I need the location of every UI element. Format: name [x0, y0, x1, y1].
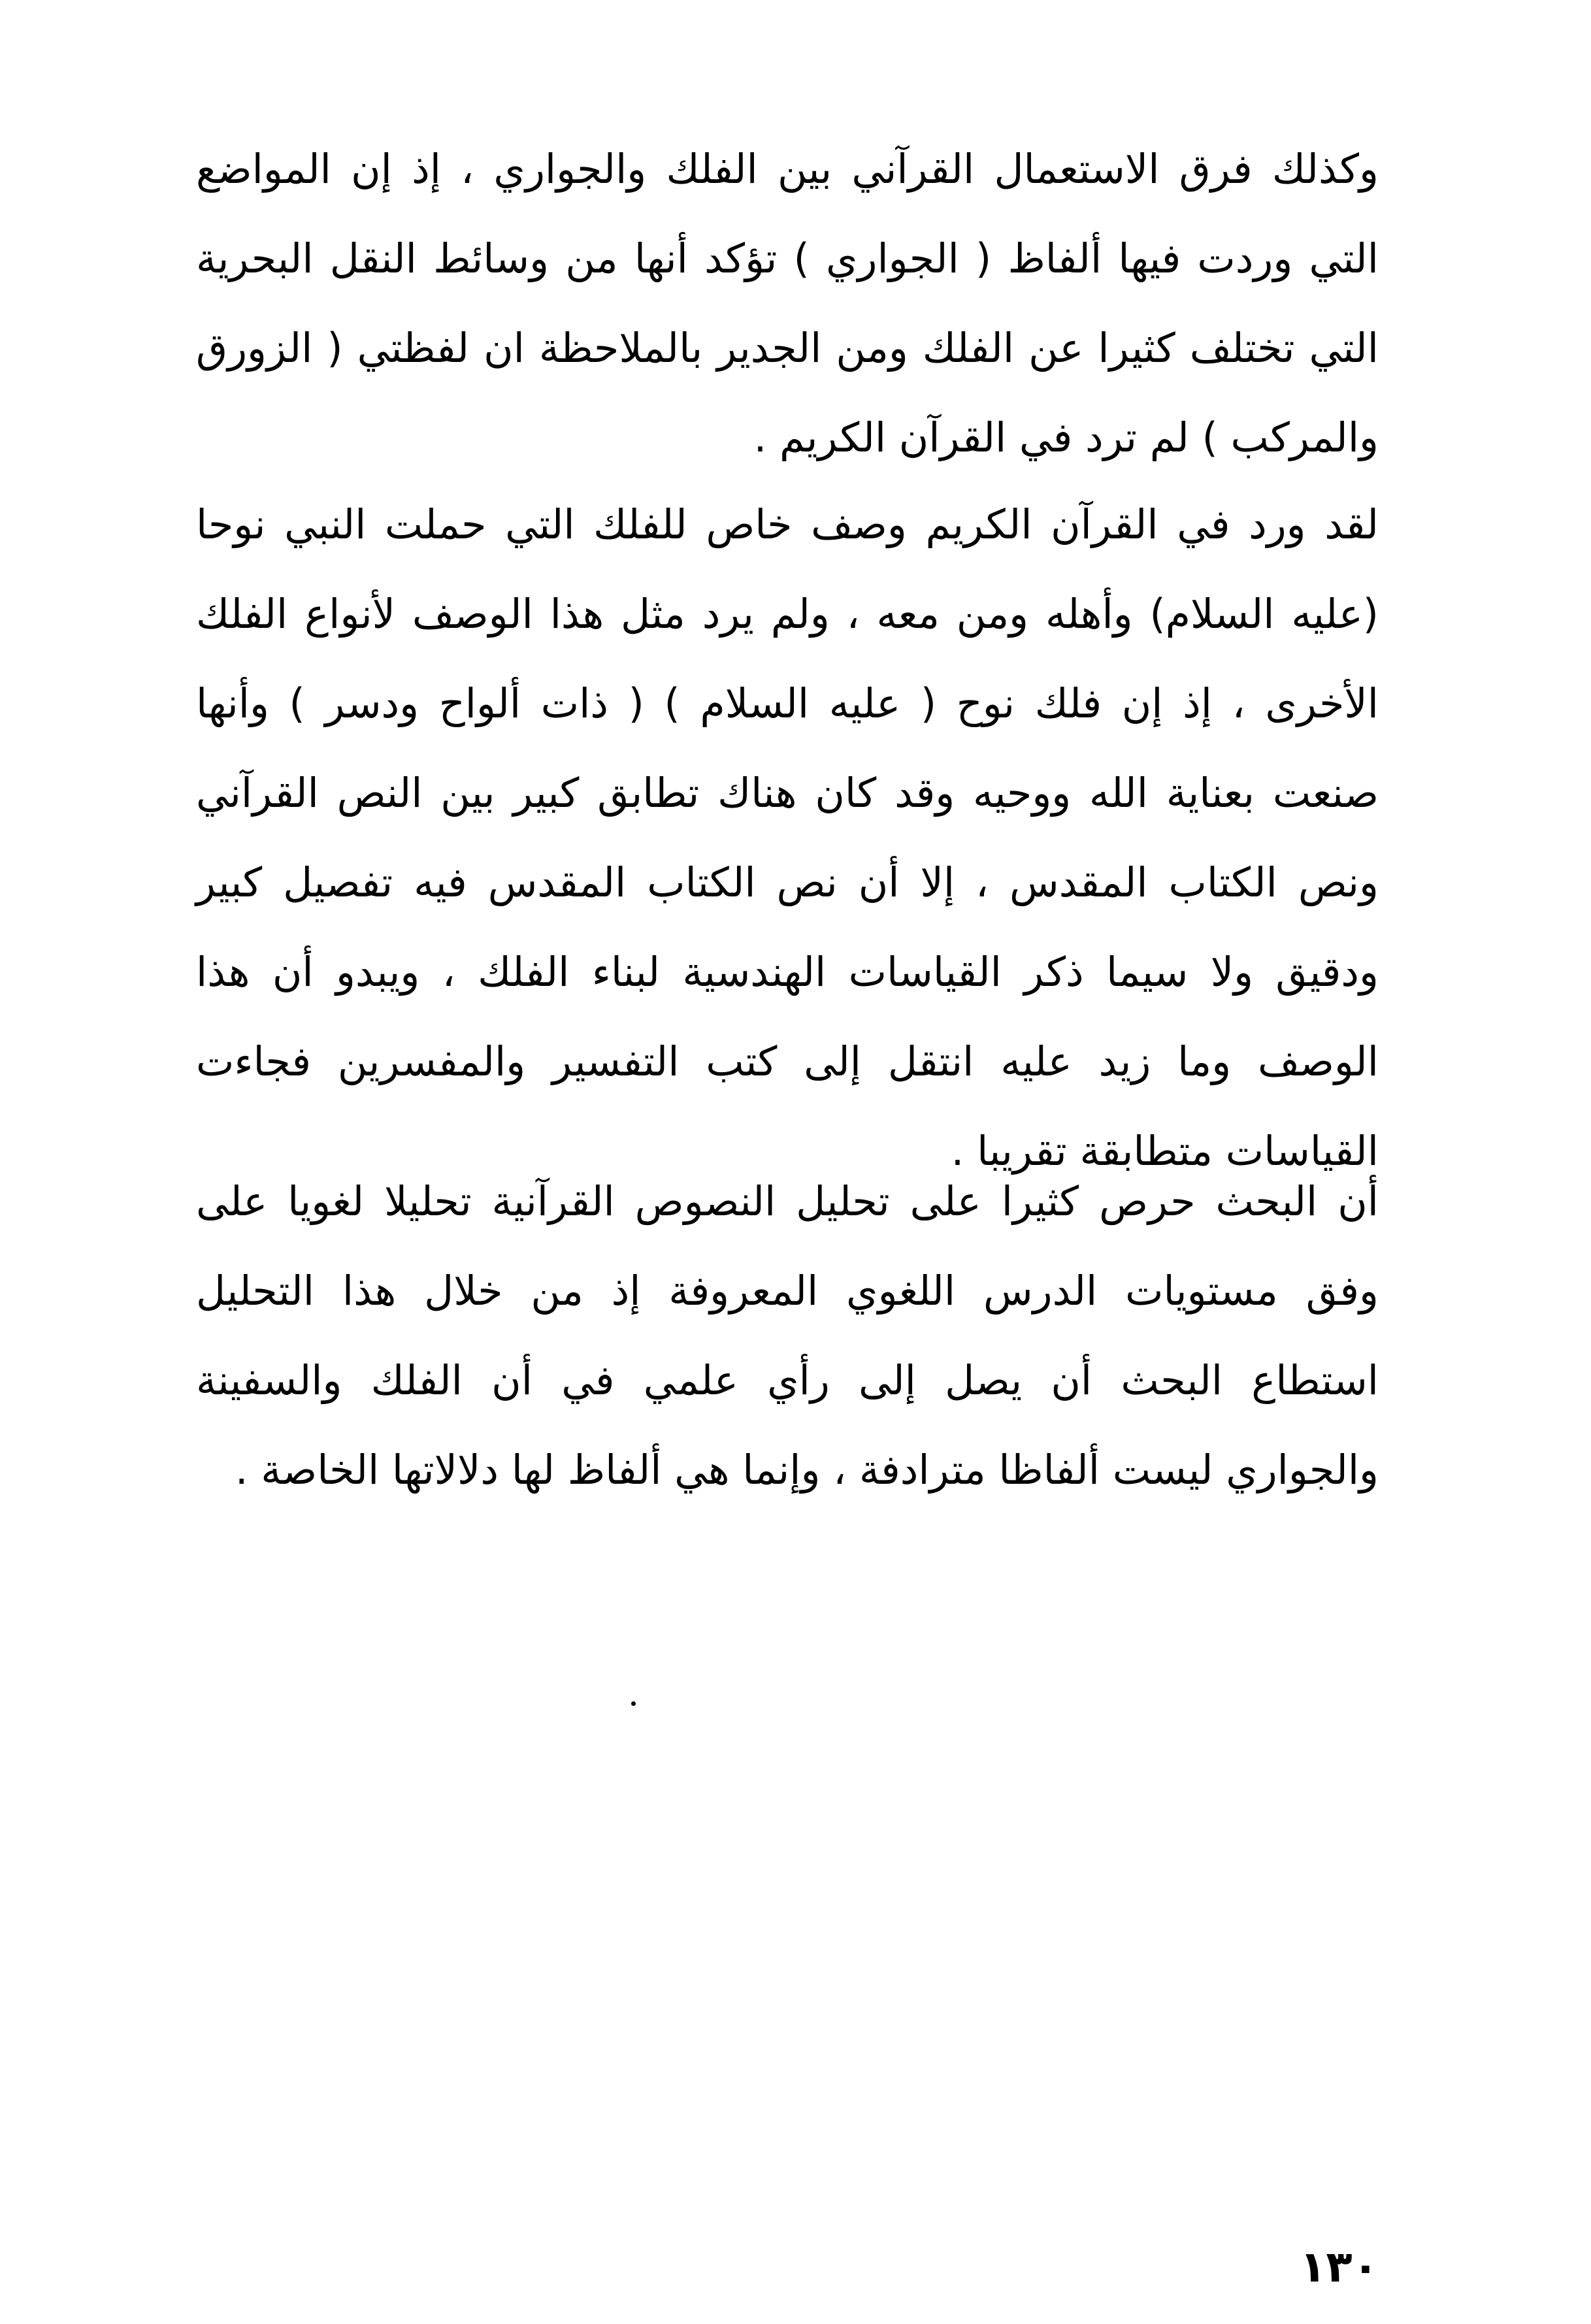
paragraph-falak-jawari: وكذلك فرق الاستعمال القرآني بين الفلك والجواري ، إذ إن المواضع التي وردت فيها ألفاظ ( الجواري ) تؤكد أنها من وسائط النقل البحرية التي تختلف كثيرا عن الفلك ومن الجدير بالملاحظة ان لفظتي ( الزورق والمركب ) لم ترد في القرآن الكريم . — [196, 145, 1379, 461]
page-number: ١٣٠ — [1300, 2242, 1379, 2292]
paragraph-conclusion: أن البحث حرص كثيرا على تحليل النصوص القرآنية تحليلا لغويا على وفق مستويات الدرس اللغوي المعروفة إذ من خلال هذا التحليل استطاع البحث أن يصل إلى رأي علمي في أن الفلك والسفينة والجواري ليست ألفاظا مترادفة ، وإنما هي ألفاظ لها دلالاتها الخاصة . — [196, 1177, 1379, 1494]
stray-dot-mark — [631, 1701, 636, 1706]
paragraph-noah-ark: لقد ورد في القرآن الكريم وصف خاص للفلك التي حملت النبي نوحا (عليه السلام) وأهله ومن معه ، ولم يرد مثل هذا الوصف لأنواع الفلك الأخرى ، إذ إن فلك نوح ( عليه السلام ) ( ذات ألواح ودسر ) وأنها صنعت بعناية الله ووحيه وقد كان هناك تطابق كبير بين النص القرآني ونص الكتاب المقدس ، إلا أن نص الكتاب المقدس فيه تفصيل كبير ودقيق ولا سيما ذكر القياسات الهندسية لبناء الفلك ، ويبدو أن هذا الوصف وما زيد عليه انتقل إلى كتب التفسير والمفسرين فجاءت القياسات متطابقة تقريبا . — [196, 500, 1379, 1175]
